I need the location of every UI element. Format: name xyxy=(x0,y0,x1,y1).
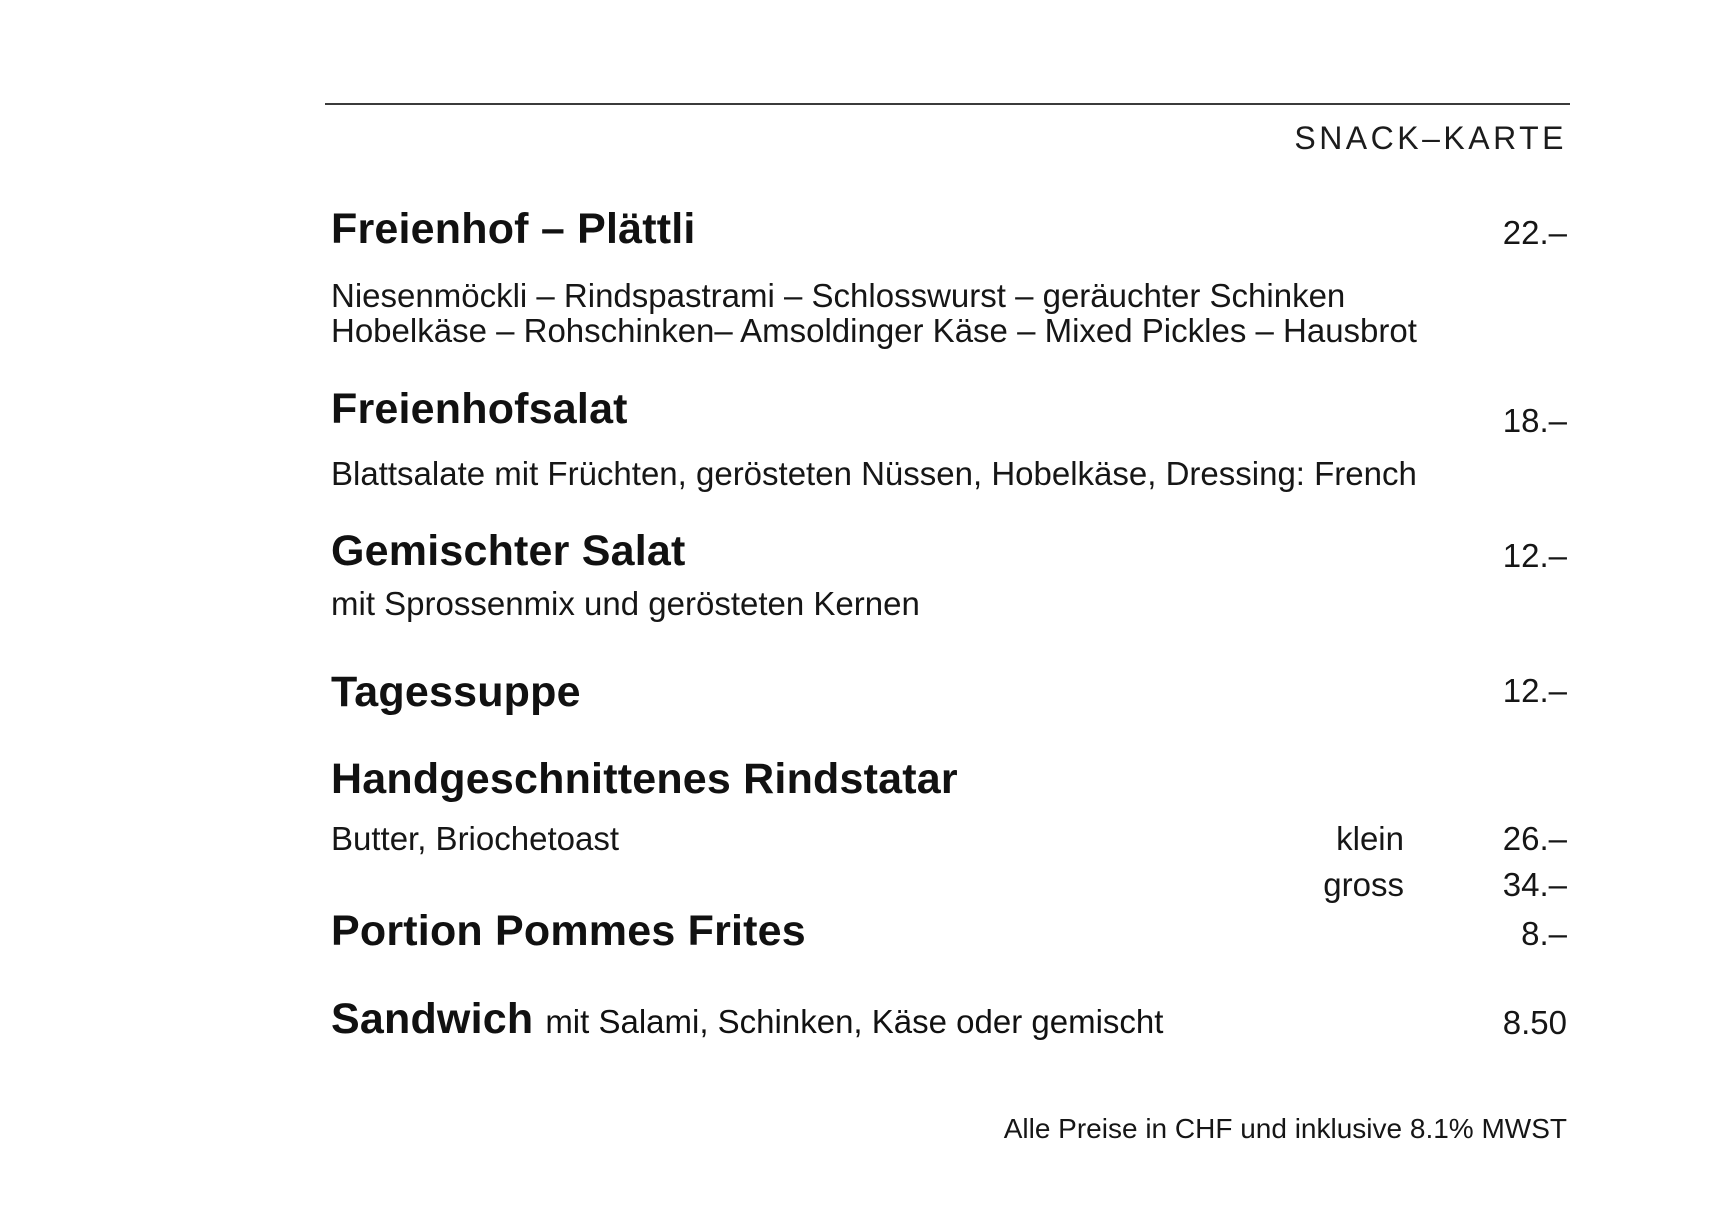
vat-footnote: Alle Preise in CHF und inklusive 8.1% MWST xyxy=(1003,1113,1567,1144)
item-description-line: Butter, Briochetoast xyxy=(331,820,619,857)
item-description-line: Niesenmöckli – Rindspastrami – Schlosswurst – geräuchter Schinken xyxy=(331,277,1346,314)
variant-price-gross: 34.– xyxy=(1502,866,1567,903)
item-price-freienhof-plaettli: 22.– xyxy=(1502,214,1567,251)
variant-price-klein: 26.– xyxy=(1502,820,1567,857)
item-price-freienhofsalat: 18.– xyxy=(1502,402,1567,439)
item-description-line: mit Sprossenmix und gerösteten Kernen xyxy=(331,585,920,622)
item-name-freienhof-plaettli: Freienhof – Plättli xyxy=(331,205,696,253)
item-price-gemischter-salat: 12.– xyxy=(1502,537,1567,574)
item-inline-description: mit Salami, Schinken, Käse oder gemischt xyxy=(545,1003,1164,1040)
item-name-text: Sandwich xyxy=(331,995,534,1043)
item-name-rindstatar: Handgeschnittenes Rindstatar xyxy=(331,755,958,803)
item-name-freienhofsalat: Freienhofsalat xyxy=(331,385,628,433)
item-price-pommes-frites: 8.– xyxy=(1521,915,1567,952)
item-description-line: Hobelkäse – Rohschinken– Amsoldinger Käse – Mixed Pickles – Hausbrot xyxy=(331,312,1417,349)
header-rule xyxy=(325,103,1570,105)
page-title: SNACK–KARTE xyxy=(1294,120,1567,156)
item-name-pommes-frites: Portion Pommes Frites xyxy=(331,907,806,955)
item-name-sandwich xyxy=(331,995,1163,1044)
item-description-line: Blattsalate mit Früchten, gerösteten Nüssen, Hobelkäse, Dressing: French xyxy=(331,455,1417,492)
item-name-gemischter-salat: Gemischter Salat xyxy=(331,527,686,575)
variant-size-gross: gross xyxy=(1323,866,1404,903)
item-name-tagessuppe: Tagessuppe xyxy=(331,668,581,716)
variant-size-klein: klein xyxy=(1336,820,1404,857)
item-price-tagessuppe: 12.– xyxy=(1502,672,1567,709)
item-price-sandwich: 8.50 xyxy=(1502,1004,1567,1041)
